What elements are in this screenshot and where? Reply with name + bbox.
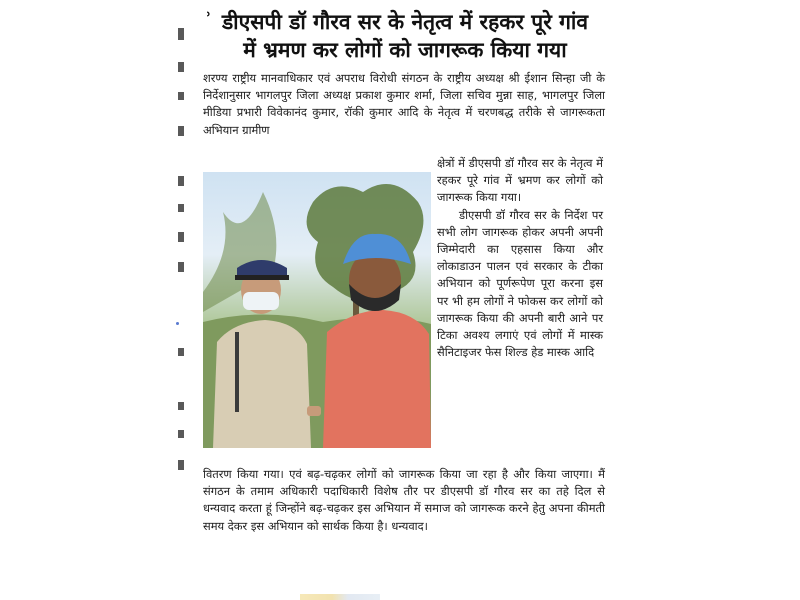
edge-mark (178, 126, 184, 136)
headline-line-2: में भ्रमण कर लोगों को जागरूक किया गया (243, 38, 567, 62)
edge-mark (178, 402, 184, 410)
officer-uniform (213, 320, 311, 448)
side-column (437, 155, 603, 361)
edge-mark (178, 92, 184, 100)
man-kurta (323, 310, 431, 448)
edge-mark (178, 204, 184, 212)
lead-paragraph: शरण्य राष्ट्रीय मानवाधिकार एवं अपराध विरोधी संगठन के राष्ट्रीय अध्यक्ष श्री ईशान सिन्हा जी के निर्देशानुसार भागलपुर जिला अध्यक्ष प्रकाश कुमार शर्मा, जिला सचिव मुन्ना साह, भागलपुर जिला मीडिया प्रभारी विवेकानंद कुमार, रॉकी कुमार आदि के नेतृत्व में चरणबद्ध तरीके से जागरूकता अभियान ग्रामीण (203, 71, 605, 137)
bottom-paragraph: वितरण किया गया। एवं बढ़-चढ़कर लोगों को जागरूक किया जा रहा है और किया जाएगा। मैं संगठन के तमाम अधिकारी पदाधिकारी विशेष तौर पर डीएसपी डॉ गौरव सर का तहे दिल से धन्यवाद करता हूं जिन्होंने बढ़-चढ़कर इस अभियान में समाज को जागरूक करने हेतु अपना कीमती समय देकर इस अभियान को सार्थक किया है। धन्यवाद। (203, 467, 605, 533)
footer-color-strip (300, 594, 380, 600)
edge-mark (178, 348, 184, 356)
edge-mark (178, 62, 184, 72)
edge-mark (178, 232, 184, 242)
officer-mask (243, 292, 279, 310)
news-photo (203, 172, 431, 448)
edge-dot (176, 322, 179, 325)
headline (195, 8, 615, 64)
headline-line-1: डीएसपी डॉ गौरव सर के नेतृत्व में रहकर पूरे गांव (221, 10, 589, 34)
officer-strap (235, 332, 239, 412)
edge-mark (178, 28, 184, 40)
side-paragraph-1: क्षेत्रों में डीएसपी डॉ गौरव सर के नेतृत्व में रहकर पूरे गांव में भ्रमण कर लोगों को जागरूक किया गया। (437, 156, 603, 205)
edge-mark (178, 460, 184, 470)
headline-quote-mark: ʾ (205, 9, 212, 30)
edge-mark (178, 262, 184, 272)
edge-mark (178, 176, 184, 186)
handshake (307, 406, 321, 416)
side-paragraph-2: डीएसपी डॉ गौरव सर के निर्देश पर सभी लोग जागरूक होकर अपनी अपनी जिम्मेदारी का एहसास किया और लोकाडाउन पालन एवं सरकार के टीका अभियान को पूर्णरूपेण पूरा करना इस पर भी हम लोगों ने फोकस कर लोगों को जागरूक किया की अपनी बारी आने पर टिका अवश्य लगाएं एवं लोगों में मास्क सैनिटाइजर फेस शिल्ड हेड मास्क आदि (437, 207, 603, 360)
edge-mark (178, 430, 184, 438)
news-clipping (195, 0, 615, 600)
officer-cap-band (235, 275, 289, 280)
photo-illustration (203, 172, 431, 448)
